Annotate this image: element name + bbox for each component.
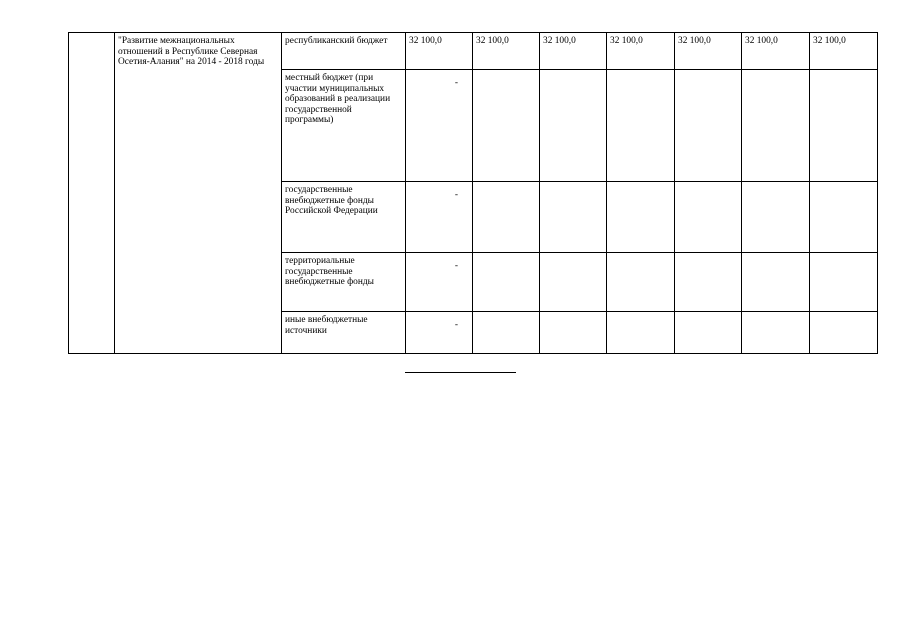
empty-cell (540, 70, 607, 182)
value-cell: 32 100,0 (607, 33, 675, 70)
empty-cell (810, 70, 878, 182)
value-cell: - (406, 182, 473, 253)
empty-cell (675, 253, 742, 312)
empty-cell (675, 70, 742, 182)
footer-divider (405, 372, 516, 373)
value-cell: 32 100,0 (810, 33, 878, 70)
funding-table (68, 32, 878, 354)
index-cell (69, 33, 115, 354)
empty-cell (742, 70, 810, 182)
value-cell: 32 100,0 (742, 33, 810, 70)
table-row (69, 33, 878, 70)
empty-cell (675, 312, 742, 354)
empty-cell (810, 182, 878, 253)
empty-cell (473, 70, 540, 182)
value-cell: 32 100,0 (675, 33, 742, 70)
funding-source-cell: государственные внебюджетные фонды Российской Федерации (282, 182, 406, 253)
empty-cell (742, 253, 810, 312)
empty-cell (473, 253, 540, 312)
empty-cell (540, 253, 607, 312)
funding-source-cell: территориальные государственные внебюджетные фонды (282, 253, 406, 312)
empty-cell (607, 253, 675, 312)
empty-cell (742, 182, 810, 253)
empty-cell (810, 253, 878, 312)
funding-source-cell: местный бюджет (при участии муниципальных образований в реализации государственной программы) (282, 70, 406, 182)
empty-cell (607, 182, 675, 253)
empty-cell (540, 182, 607, 253)
value-cell: - (406, 312, 473, 354)
empty-cell (675, 182, 742, 253)
empty-cell (607, 312, 675, 354)
empty-cell (607, 70, 675, 182)
empty-cell (473, 312, 540, 354)
value-cell: 32 100,0 (406, 33, 473, 70)
funding-source-cell: иные внебюджетные источники (282, 312, 406, 354)
value-cell: - (406, 70, 473, 182)
empty-cell (473, 182, 540, 253)
value-cell: 32 100,0 (540, 33, 607, 70)
value-cell: 32 100,0 (473, 33, 540, 70)
empty-cell (742, 312, 810, 354)
program-title-cell: "Развитие межнациональных отношений в Республике Северная Осетия-Алания" на 2014 - 2018 годы (115, 33, 282, 354)
empty-cell (540, 312, 607, 354)
funding-source-cell: республиканский бюджет (282, 33, 406, 70)
empty-cell (810, 312, 878, 354)
value-cell: - (406, 253, 473, 312)
